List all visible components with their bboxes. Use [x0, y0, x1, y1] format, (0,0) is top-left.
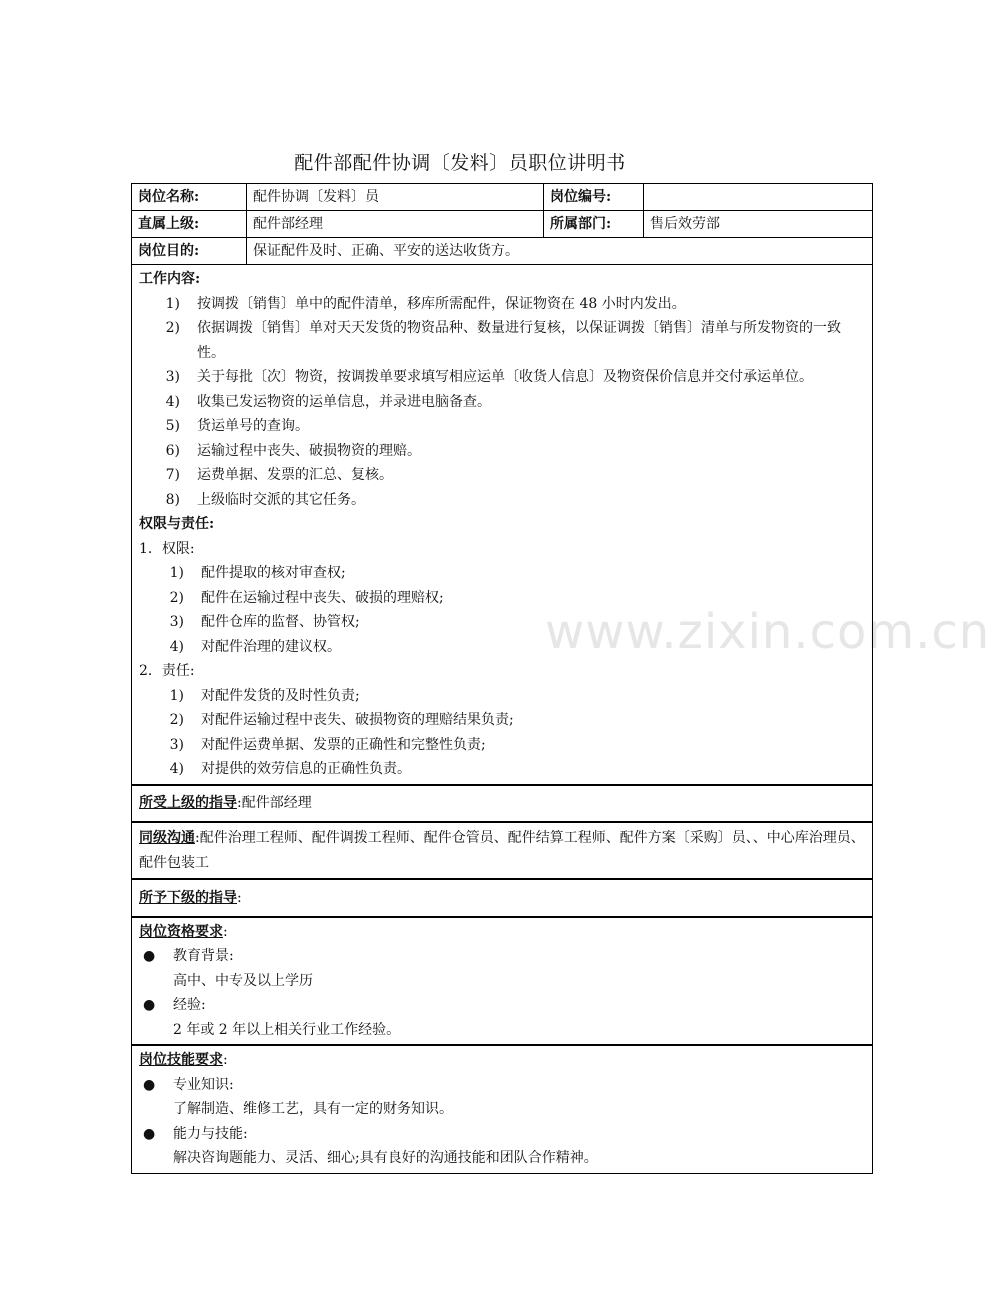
subordinate-row	[132, 880, 872, 918]
position-name-value: 配件协调〔发料〕员	[247, 184, 544, 210]
subordinate-label: 所予下级的指导	[139, 890, 237, 906]
peers-row	[132, 823, 872, 880]
document-title: 配件部配件协调〔发料〕员职位讲明书	[294, 152, 626, 174]
purpose-value: 保证配件及时、正确、平安的送达收货方。	[253, 243, 519, 259]
position-number-value	[644, 184, 872, 210]
skills-item: ● 专业知识:	[139, 1073, 866, 1098]
qualification-item: ● 经验:	[139, 993, 866, 1018]
supervisor-row	[132, 786, 872, 824]
direct-superior-value: 配件部经理	[247, 211, 544, 237]
info-row-name	[132, 184, 872, 211]
skills-item: ● 能力与技能:	[139, 1122, 866, 1147]
work-item: 8) 上级临时交派的其它任务。	[165, 491, 365, 508]
duties-heading: 2．责任:	[139, 663, 195, 679]
peers-label: 同级沟通	[139, 830, 195, 846]
qualification-colon: :	[223, 923, 228, 940]
work-item: 3) 关于每批〔次〕物资，按调拨单要求填写相应运单〔收货人信息〕及物资保价信息并交付承运单位。	[165, 369, 813, 385]
duty-item: 3) 对配件运费单据、发票的正确性和完整性负责;	[169, 736, 486, 753]
work-item: 6) 运输过程中丧失、破损物资的理赔。	[165, 442, 421, 459]
purpose-label: 岗位目的:	[132, 238, 247, 264]
work-item: 7) 运费单据、发票的汇总、复核。	[165, 467, 393, 483]
skills-section	[132, 1046, 872, 1173]
qualification-item: ● 教育背景:	[139, 944, 866, 969]
power-item: 4) 对配件治理的建议权。	[169, 638, 341, 655]
department-value: 售后效劳部	[650, 216, 720, 232]
work-item: 4) 收集已发运物资的运单信息，并录进电脑备查。	[165, 393, 491, 410]
duty-item: 1) 对配件发货的及时性负责;	[169, 687, 360, 704]
work-heading: 工作内容:	[139, 271, 201, 287]
position-number-label: 岗位编号:	[544, 184, 644, 210]
work-item: 5) 货运单号的查询。	[165, 418, 309, 434]
work-item: 2) 依据调拨〔销售〕单对天天发货的物资品种、数量进行复核，以保证调拨〔销售〕清单与所发物资的一致性。	[165, 320, 841, 361]
department-label: 所属部门:	[544, 211, 644, 237]
job-description-table	[131, 183, 873, 1174]
powers-heading: 1．权限:	[139, 540, 195, 557]
peers-value: :配件治理工程师、配件调拨工程师、配件仓管员、配件结算工程师、配件方案〔采购〕员、、中心库治理员、配件包装工	[139, 830, 865, 871]
info-row-superior	[132, 211, 872, 238]
power-item: 1) 配件提取的核对审查权;	[169, 565, 346, 581]
bullet-icon: ●	[143, 1125, 156, 1142]
qualification-section	[132, 918, 872, 1047]
supervisor-label: 所受上级的指导	[139, 794, 237, 811]
skills-detail: 解决咨询题能力、灵活、细心;具有良好的沟通技能和团队合作精神。	[173, 1150, 598, 1166]
skills-label: 岗位技能要求	[139, 1052, 223, 1068]
power-item: 2) 配件在运输过程中丧失、破损的理赔权;	[169, 589, 444, 606]
supervisor-value: :配件部经理	[237, 794, 312, 811]
power-item: 3) 配件仓库的监督、协管权;	[169, 614, 360, 630]
duty-item: 4) 对提供的效劳信息的正确性负责。	[169, 761, 411, 777]
subordinate-value: :	[237, 890, 242, 906]
bullet-icon: ●	[143, 997, 156, 1013]
qualification-detail: 高中、中专及以上学历	[173, 972, 313, 989]
bullet-icon: ●	[143, 1076, 156, 1093]
duty-item: 2) 对配件运输过程中丧失、破损物资的理赔结果负责;	[169, 712, 514, 728]
purpose-row	[132, 238, 872, 265]
position-name-label: 岗位名称:	[132, 184, 247, 210]
watermark: www.zixin.com.cn	[545, 604, 990, 660]
direct-superior-label: 直属上级:	[132, 211, 247, 237]
authority-heading: 权限与责任:	[139, 516, 215, 532]
qualification-label: 岗位资格要求	[139, 923, 223, 940]
qualification-detail: 2 年或 2 年以上相关行业工作经验。	[173, 1021, 401, 1038]
work-item: 1) 按调拨〔销售〕单中的配件清单，移库所需配件，保证物资在 48 小时内发出。	[165, 295, 686, 312]
skills-colon: :	[223, 1052, 228, 1068]
work-and-authority-section	[132, 265, 872, 786]
bullet-icon: ●	[143, 948, 156, 964]
skills-detail: 了解制造、维修工艺，具有一定的财务知识。	[173, 1101, 453, 1117]
